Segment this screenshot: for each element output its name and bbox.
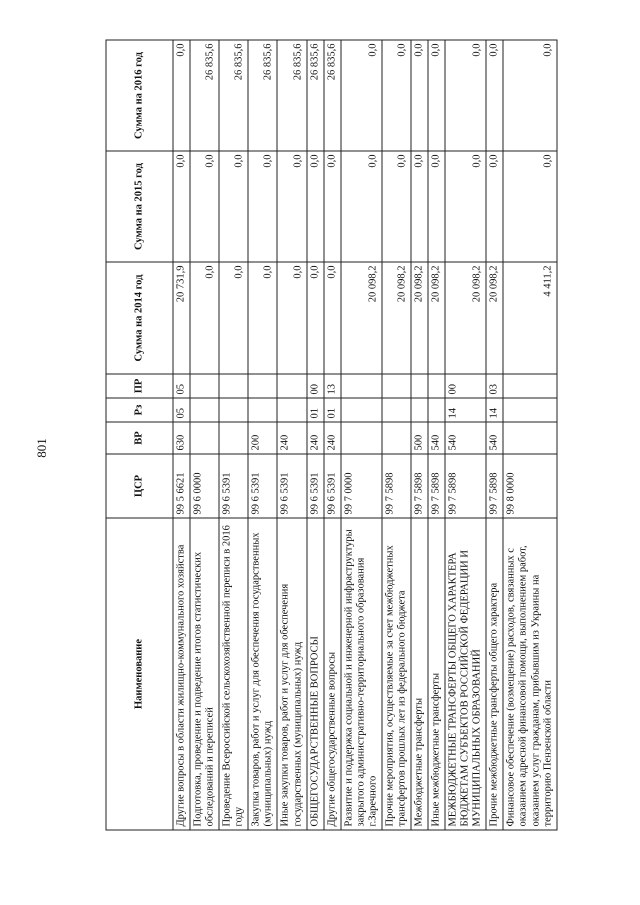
row-name: Межбюджетные трансферты xyxy=(411,518,428,830)
row-sum-2016: 26 835,6 xyxy=(323,40,340,151)
row-sum-2016: 26 835,6 xyxy=(248,40,277,151)
row-rz: 01 xyxy=(323,398,340,422)
row-sum-2014: 0,0 xyxy=(190,262,219,374)
row-name: Закупка товаров, работ и услуг для обеспечения государственных (муниципальных) нужд xyxy=(248,518,277,830)
table-body xyxy=(173,40,557,830)
row-sum-2016: 0,0 xyxy=(173,40,190,151)
row-vr xyxy=(219,422,248,454)
row-csr: 99 5 6621 xyxy=(173,454,190,518)
row-name: Иные межбюджетные трансферты xyxy=(428,518,445,830)
row-sum-2016: 0,0 xyxy=(486,40,503,151)
row-vr: 200 xyxy=(248,422,277,454)
row-csr: 99 7 5898 xyxy=(411,454,428,518)
row-sum-2015: 0,0 xyxy=(306,151,323,262)
row-pr xyxy=(381,374,410,398)
row-sum-2016: 26 835,6 xyxy=(219,40,248,151)
row-rz xyxy=(428,398,445,422)
table-row xyxy=(381,40,410,830)
table-row xyxy=(445,40,486,830)
row-sum-2014: 20 731,9 xyxy=(173,262,190,374)
table-row xyxy=(411,40,428,830)
row-sum-2016: 0,0 xyxy=(445,40,486,151)
table-row xyxy=(219,40,248,830)
row-vr xyxy=(381,422,410,454)
row-pr: 03 xyxy=(486,374,503,398)
budget-table-container xyxy=(105,40,610,830)
table-row xyxy=(428,40,445,830)
row-pr xyxy=(219,374,248,398)
header-sum-2014: Сумма на 2014 год xyxy=(106,262,173,374)
row-csr: 99 6 0000 xyxy=(190,454,219,518)
row-pr xyxy=(277,374,306,398)
row-sum-2015: 0,0 xyxy=(248,151,277,262)
row-name: Прочие межбюджетные трансферты общего характера xyxy=(486,518,503,830)
row-vr: 240 xyxy=(277,422,306,454)
row-vr: 500 xyxy=(411,422,428,454)
row-pr: 00 xyxy=(445,374,486,398)
table-row xyxy=(323,40,340,830)
row-sum-2015: 0,0 xyxy=(428,151,445,262)
row-pr xyxy=(411,374,428,398)
row-sum-2014: 20 098,2 xyxy=(486,262,503,374)
row-csr: 99 8 0000 xyxy=(503,454,556,518)
row-sum-2015: 0,0 xyxy=(323,151,340,262)
table-row xyxy=(486,40,503,830)
row-vr xyxy=(340,422,381,454)
row-sum-2016: 26 835,6 xyxy=(277,40,306,151)
row-rz xyxy=(381,398,410,422)
row-name: Подготовка, проведение и подведение итогов статистических обследований и переписей xyxy=(190,518,219,830)
row-sum-2016: 26 835,6 xyxy=(190,40,219,151)
row-sum-2015: 0,0 xyxy=(445,151,486,262)
row-rz xyxy=(503,398,556,422)
row-sum-2015: 0,0 xyxy=(411,151,428,262)
header-sum-2015: Сумма на 2015 год xyxy=(106,151,173,262)
header-pr: ПР xyxy=(106,374,173,398)
row-rz: 14 xyxy=(486,398,503,422)
page-number: 801 xyxy=(34,438,49,458)
table-row xyxy=(173,40,190,830)
row-name: Другие общегосударственные вопросы xyxy=(323,518,340,830)
table-row xyxy=(340,40,381,830)
row-sum-2014: 20 098,2 xyxy=(381,262,410,374)
row-rz xyxy=(248,398,277,422)
row-sum-2014: 0,0 xyxy=(306,262,323,374)
row-pr xyxy=(340,374,381,398)
row-sum-2016: 0,0 xyxy=(503,40,556,151)
row-sum-2016: 0,0 xyxy=(340,40,381,151)
row-rz: 01 xyxy=(306,398,323,422)
row-csr: 99 6 5391 xyxy=(277,454,306,518)
row-rz xyxy=(340,398,381,422)
row-csr: 99 7 0000 xyxy=(340,454,381,518)
row-vr: 630 xyxy=(173,422,190,454)
row-sum-2015: 0,0 xyxy=(219,151,248,262)
row-rz xyxy=(190,398,219,422)
header-sum-2016: Сумма на 2016 год xyxy=(106,40,173,151)
row-sum-2016: 0,0 xyxy=(381,40,410,151)
row-rz: 14 xyxy=(445,398,486,422)
table-row xyxy=(306,40,323,830)
row-csr: 99 7 5898 xyxy=(445,454,486,518)
header-rz: Рз xyxy=(106,398,173,422)
row-vr: 240 xyxy=(323,422,340,454)
row-csr: 99 6 5391 xyxy=(306,454,323,518)
row-name: ОБЩЕГОСУДАРСТВЕННЫЕ ВОПРОСЫ xyxy=(306,518,323,830)
row-csr: 99 6 5391 xyxy=(219,454,248,518)
header-vr: ВР xyxy=(106,422,173,454)
row-name: Другие вопросы в области жилищно-коммунального хозяйства xyxy=(173,518,190,830)
table-header-row xyxy=(106,40,173,830)
header-csr: ЦСР xyxy=(106,454,173,518)
row-vr xyxy=(190,422,219,454)
row-csr: 99 7 5898 xyxy=(428,454,445,518)
row-pr: 00 xyxy=(306,374,323,398)
row-csr: 99 7 5898 xyxy=(381,454,410,518)
row-vr xyxy=(503,422,556,454)
row-name: Прочие мероприятия, осуществляемые за счет межбюджетных трансфертов прошлых лет из федерального бюджета xyxy=(381,518,410,830)
row-sum-2015: 0,0 xyxy=(190,151,219,262)
row-rz xyxy=(411,398,428,422)
row-sum-2015: 0,0 xyxy=(277,151,306,262)
row-sum-2014: 20 098,2 xyxy=(340,262,381,374)
row-sum-2016: 0,0 xyxy=(428,40,445,151)
row-rz xyxy=(277,398,306,422)
rotated-table-wrapper xyxy=(105,40,610,830)
table-row xyxy=(277,40,306,830)
row-name: Развитие и поддержка социальной и инженерной инфраструктуры закрытого административно-территориального образования г.Заречного xyxy=(340,518,381,830)
row-sum-2014: 20 098,2 xyxy=(411,262,428,374)
row-sum-2014: 0,0 xyxy=(323,262,340,374)
table-row xyxy=(190,40,219,830)
table-row xyxy=(248,40,277,830)
row-sum-2014: 20 098,2 xyxy=(445,262,486,374)
row-csr: 99 6 5391 xyxy=(248,454,277,518)
row-rz xyxy=(219,398,248,422)
row-pr xyxy=(428,374,445,398)
table-row xyxy=(503,40,556,830)
row-sum-2015: 0,0 xyxy=(381,151,410,262)
row-sum-2014: 20 098,2 xyxy=(428,262,445,374)
row-sum-2016: 0,0 xyxy=(411,40,428,151)
row-vr: 540 xyxy=(486,422,503,454)
row-sum-2015: 0,0 xyxy=(486,151,503,262)
row-pr: 05 xyxy=(173,374,190,398)
row-pr xyxy=(190,374,219,398)
row-sum-2014: 4 411,2 xyxy=(503,262,556,374)
budget-table xyxy=(105,39,557,830)
row-pr xyxy=(248,374,277,398)
row-pr: 13 xyxy=(323,374,340,398)
row-csr: 99 6 5391 xyxy=(323,454,340,518)
row-sum-2016: 26 835,6 xyxy=(306,40,323,151)
row-name: Финансовое обеспечение (возмещение) расходов, связанных с оказанием адресной финансовой помощи, выполнением работ, оказанием услуг гражданам, прибывшим из Украины на территорию Пензенской области xyxy=(503,518,556,830)
row-sum-2014: 0,0 xyxy=(219,262,248,374)
header-name: Наименование xyxy=(106,518,173,830)
row-sum-2015: 0,0 xyxy=(503,151,556,262)
row-vr: 240 xyxy=(306,422,323,454)
row-vr: 540 xyxy=(445,422,486,454)
row-sum-2014: 0,0 xyxy=(248,262,277,374)
row-sum-2014: 0,0 xyxy=(277,262,306,374)
row-sum-2015: 0,0 xyxy=(173,151,190,262)
row-pr xyxy=(503,374,556,398)
row-rz: 05 xyxy=(173,398,190,422)
row-name: Иные закупки товаров, работ и услуг для обеспечения государственных (муниципальных) нужд xyxy=(277,518,306,830)
row-sum-2015: 0,0 xyxy=(340,151,381,262)
row-name: Проведение Всероссийской сельскохозяйственной переписи в 2016 году xyxy=(219,518,248,830)
row-vr: 540 xyxy=(428,422,445,454)
row-csr: 99 7 5898 xyxy=(486,454,503,518)
row-name: МЕЖБЮДЖЕТНЫЕ ТРАНСФЕРТЫ ОБЩЕГО ХАРАКТЕРА БЮДЖЕТАМ СУБЪЕКТОВ РОССИЙСКОЙ ФЕДЕРАЦИИ И МУНИЦИПАЛЬНЫХ ОБРАЗОВАНИЙ xyxy=(445,518,486,830)
